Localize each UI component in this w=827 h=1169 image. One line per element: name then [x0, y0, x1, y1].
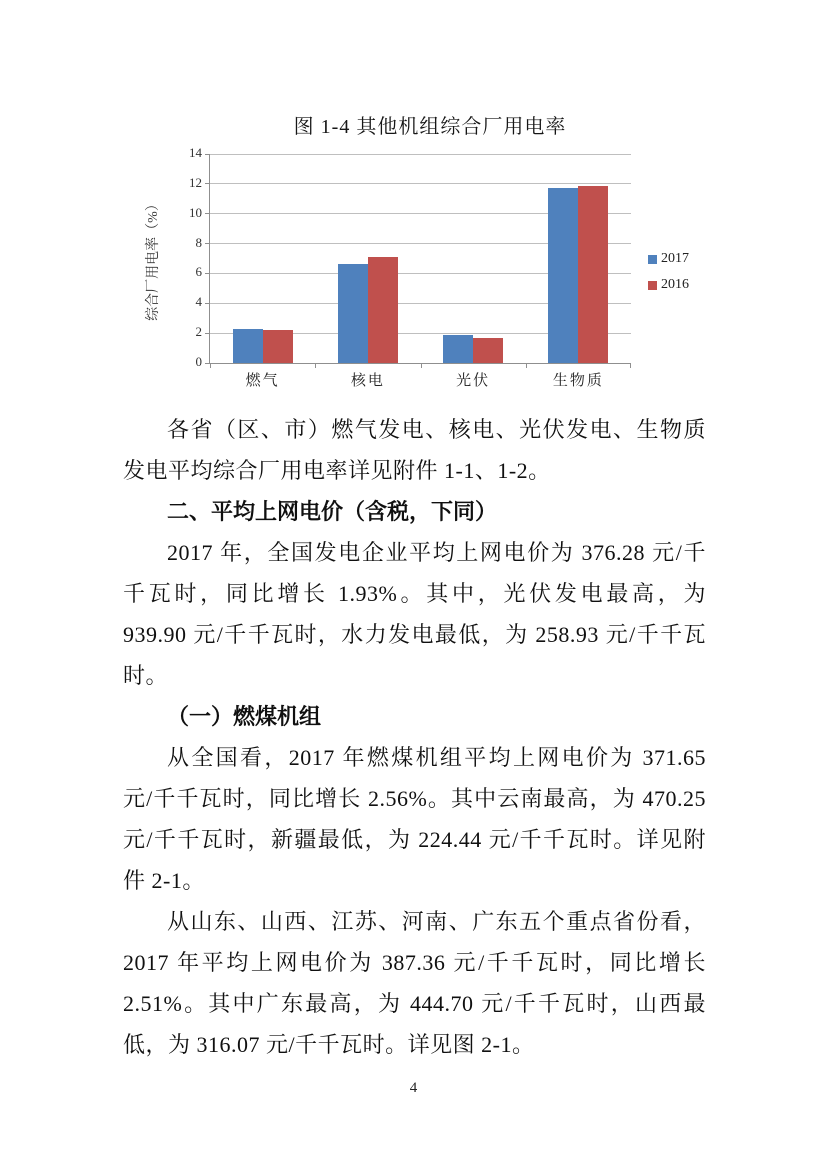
y-axis-tick [205, 183, 210, 184]
y-axis-label: 综合厂用电率（%） [146, 197, 161, 321]
y-axis-tick-label: 12 [189, 174, 202, 190]
body-paragraph: 从山东、山西、江苏、河南、广东五个重点省份看，2017 年平均上网电价为 387.36 元/千千瓦时，同比增长 2.51%。其中广东最高，为 444.70 元/千千瓦时，山西最低，为 316.07 元/千千瓦时。详见图 2-1。 [123, 909, 706, 1057]
bar-2016-光伏 [473, 338, 503, 363]
chart-legend [648, 251, 689, 303]
legend-item-2017 [648, 251, 689, 267]
y-axis-tick [205, 154, 210, 155]
category-label: 光伏 [456, 373, 491, 389]
body-paragraph: 各省（区、市）燃气发电、核电、光伏发电、生物质发电平均综合厂用电率详见附件 1-1、1-2。 [123, 417, 706, 483]
gridline [210, 154, 631, 155]
legend-item-2016 [648, 277, 689, 293]
legend-label: 2016 [661, 277, 689, 292]
y-axis-tick-label: 10 [189, 204, 202, 220]
y-axis-tick-label: 0 [195, 354, 202, 369]
legend-label: 2017 [661, 251, 689, 266]
bar-chart-plot-area [189, 145, 631, 389]
y-axis-tick [205, 213, 210, 214]
legend-swatch-icon [648, 281, 657, 290]
y-axis-tick-label: 4 [195, 294, 202, 310]
y-axis-tick [205, 303, 210, 304]
x-axis-tick [526, 364, 527, 368]
x-axis-tick [630, 364, 631, 368]
section-heading: （一）燃煤机组 [167, 704, 322, 729]
body-text [123, 409, 706, 1065]
bar-2016-燃气 [263, 330, 293, 363]
category-label: 燃气 [245, 373, 280, 389]
body-paragraph: 2017 年，全国发电企业平均上网电价为 376.28 元/千千瓦时，同比增长 1.93%。其中，光伏发电最高，为 939.90 元/千千瓦时，水力发电最低，为 258.93 元/千千瓦时。 [123, 540, 706, 688]
y-axis-tick-label: 6 [195, 264, 202, 280]
x-axis-tick [421, 364, 422, 368]
category-label: 核电 [350, 373, 385, 389]
y-axis-tick-label: 2 [195, 324, 202, 340]
gridline [210, 183, 631, 184]
category-label: 生物质 [552, 373, 604, 389]
x-axis-tick [315, 364, 316, 368]
y-axis-tick [205, 333, 210, 334]
bar-2016-核电 [368, 257, 398, 363]
y-axis-tick-label: 14 [189, 145, 202, 160]
legend-swatch-icon [648, 255, 657, 264]
y-axis-tick-label: 8 [195, 234, 202, 250]
bar-2016-生物质 [578, 186, 608, 363]
y-axis-tick [205, 273, 210, 274]
figure-title: 图 1-4 其他机组综合厂用电率 [293, 116, 567, 138]
y-axis-tick [205, 243, 210, 244]
section-heading: 二、平均上网电价（含税，下同） [167, 499, 498, 524]
bar-2017-光伏 [443, 335, 473, 363]
bar-2017-生物质 [548, 188, 578, 363]
bar-2017-燃气 [233, 329, 263, 363]
body-paragraph: 从全国看，2017 年燃煤机组平均上网电价为 371.65 元/千千瓦时，同比增长 2.56%。其中云南最高，为 470.25 元/千千瓦时，新疆最低，为 224.44 元/千千瓦时。详见附件 2-1。 [123, 745, 706, 893]
bar-2017-核电 [338, 264, 368, 363]
x-axis-tick [210, 364, 211, 368]
page-number: 4 [409, 1080, 418, 1096]
